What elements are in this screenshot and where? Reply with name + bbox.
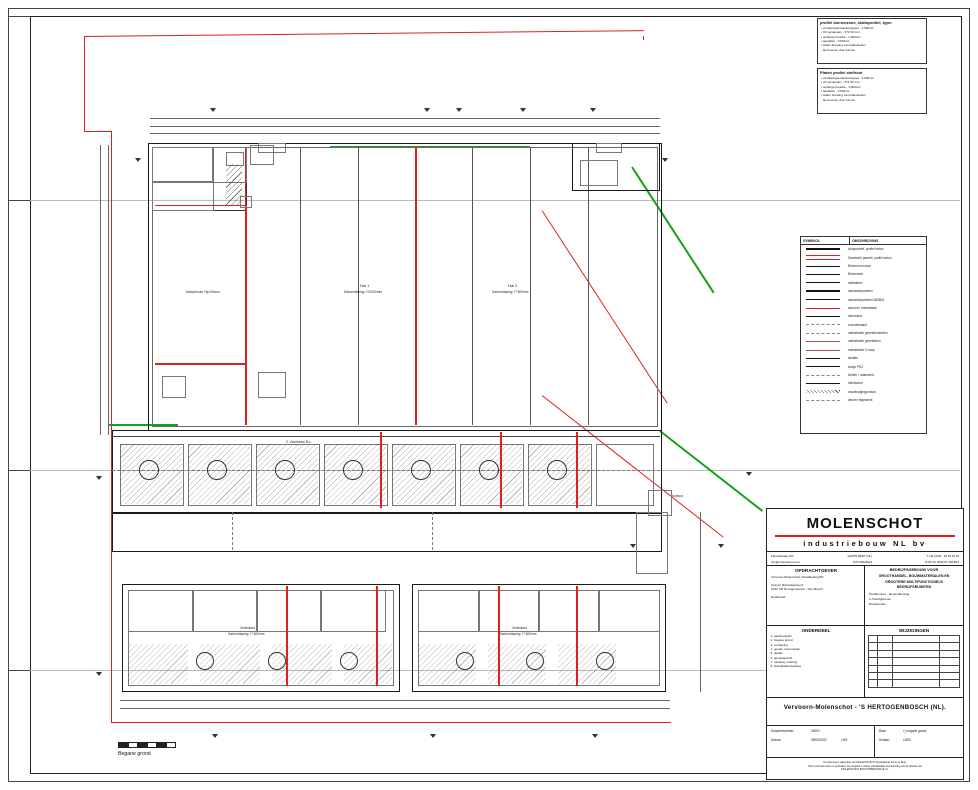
wing-left-red-marker [376, 586, 378, 686]
legend-label: isolatie [848, 356, 858, 361]
notes-line: - las bovenin vloer binnen [821, 47, 856, 52]
legend-row [801, 337, 926, 345]
part-list-item: 8. brandplattenwerking [774, 664, 865, 668]
legend-row [801, 396, 926, 404]
part-list-item: 7. funderig, riolering [774, 660, 865, 664]
meta-label: Datum: [771, 737, 782, 742]
part-list-item: 2. begane grond [774, 638, 865, 642]
legend-label: kozijn PEZ [848, 364, 864, 369]
legend-row [801, 329, 926, 337]
entrance-canopy [258, 143, 286, 153]
dimension-chain-top-1 [150, 118, 660, 119]
revisions-section [864, 625, 964, 699]
wing-left-room [256, 590, 322, 632]
legend-label: metselwerk gevelbeton [848, 339, 881, 344]
dimension-chain-top-2 [150, 126, 660, 127]
contact-city: NAI/PN BEDT (NL) [847, 554, 873, 558]
hall-label-hal2: Hal 2 [508, 283, 518, 288]
frame-tick [8, 470, 30, 471]
legend-swatch [801, 290, 845, 292]
legend-row [801, 287, 926, 295]
label-entree: Kantoor [672, 494, 684, 498]
wing-right-room [598, 590, 660, 632]
part-title: ONDERDEEL [801, 628, 831, 633]
dimension-arrow [430, 734, 436, 738]
dimension-arrow [590, 108, 596, 112]
legend-row [801, 312, 926, 320]
label-kantoor-left-sub: Dakverdieping +7.500mm [228, 632, 265, 636]
wing-left-turntable [268, 652, 286, 670]
legend-row [801, 262, 926, 270]
partition-red-2 [415, 147, 417, 425]
project-line: 1.Hoofdgebouw [869, 596, 891, 601]
notes-line: • verdiepingen/aanbouwgoot - 2.000mm [821, 26, 875, 30]
dimension-chain-top-3 [150, 133, 660, 134]
legend-label: vouwbuigingschans [848, 389, 876, 394]
contact-email: info@molenschot.com [771, 560, 800, 565]
legend-swatch [801, 400, 845, 401]
wing-right-room [418, 590, 480, 632]
hall-label-hal2-sub: Dakverdieping +7.500mm [492, 290, 529, 294]
dimension-arrow [718, 544, 724, 548]
dimension-arrow [746, 472, 752, 476]
project-line: GROOTHANDEL, BOUWMATERIALEN EN [878, 574, 950, 579]
legend-label: lichten / raamwerk [848, 373, 874, 378]
part-list-item: 5. details [774, 651, 865, 655]
plan-detail-box [258, 372, 286, 398]
legend-row [801, 371, 926, 379]
corridor-divider [232, 512, 233, 550]
sheet-title: Vervoorn-Molenschot - 'S HERTOGENBOSCH (NL). [783, 704, 947, 711]
site-boundary-ne [643, 36, 644, 40]
dock-red-marker [380, 432, 382, 508]
frame-tick [8, 16, 30, 17]
dock-module [596, 444, 654, 506]
dimension-arrow [592, 734, 598, 738]
dimension-chain-left-2 [108, 145, 109, 435]
legend-swatch [801, 274, 845, 275]
client-title: OPDRACHTGEVER [794, 568, 838, 573]
sheet-title-section [766, 697, 964, 727]
copyright-line: Het is verboden deze te gebruiken of te kopiëren zonder uitdrukkelijke toestemming van de directie van [807, 764, 923, 768]
legend-row [801, 245, 926, 253]
contact-row-1 [767, 551, 963, 560]
scale-bar [118, 742, 176, 757]
contact-phone: T +31 (0)36 - 18 59 26 20 [926, 554, 959, 558]
legend-row [801, 253, 926, 261]
partition-grid-1 [300, 147, 301, 425]
client-line: Graven Rijnstraatweg 5 [771, 582, 804, 587]
legend-swatch [801, 341, 845, 342]
notes-line: • stalen bouwing van balansteden [821, 43, 866, 48]
meta-value2: 2_begane grond [903, 729, 927, 733]
notes-title: Platen profiel stelfront [820, 70, 863, 75]
part-list-item: 1. aanbouwplan [774, 634, 865, 638]
legend-label: metselwerk V-soep [848, 347, 875, 352]
project-line: GROOTERE MULTIFUNCTIONELE [885, 579, 943, 584]
dimension-arrow [424, 108, 430, 112]
wing-right-room [478, 590, 540, 632]
office-room-1 [152, 147, 214, 183]
legend-header-symbol: SYMBOOL [801, 237, 850, 244]
notes-line: • onderige breedte - 1.000mm [821, 84, 861, 89]
logo-section [766, 508, 964, 566]
copyright-section [766, 757, 964, 780]
dock-turntable [139, 460, 159, 480]
client-line: 5222 CB Hertogenbosch - Den Bosch [771, 587, 823, 592]
legend-label: metselwerk gevelelementen [848, 331, 888, 336]
wing-left-turntable [340, 652, 358, 670]
legend-label: Sandwich paneel, profiel beton [848, 255, 892, 260]
firewall-red-left [245, 205, 247, 365]
legend-panel [800, 236, 927, 434]
part-list-item: 6. gevelaanzicht [774, 656, 865, 660]
legend-swatch [801, 316, 845, 317]
dimension-arrow [210, 108, 216, 112]
notes-line: • stalen bouwing van balansteden [821, 93, 866, 98]
site-boundary-south [111, 722, 671, 723]
dock-turntable [479, 460, 499, 480]
copyright-line: MOLENSCHOT INDUSTRIEBOUW NL bv. [841, 768, 889, 772]
notes-panel-profile-front [817, 68, 927, 114]
revision-row [869, 672, 960, 679]
site-boundary-west-top [84, 36, 85, 132]
meta-label2: Blad: [879, 729, 887, 733]
plan-detail-box [162, 376, 186, 398]
frame-tick [8, 200, 30, 201]
legend-row [801, 295, 926, 303]
office-room-3 [152, 181, 214, 211]
wing-left-room [192, 590, 258, 632]
wing-left-hatch [128, 644, 188, 684]
meta-value: 09/05/2022 [811, 737, 827, 742]
meta-left-section [766, 725, 876, 759]
notes-title: profiel binnenzone, stalinprofiel, type: [820, 20, 893, 25]
project-section [864, 565, 964, 627]
corridor-band [112, 512, 662, 552]
contact-btw: BTW NL 0632.87.384.B01 [925, 560, 959, 565]
project-line: Bouwlocatie [869, 601, 886, 606]
dock-turntable [275, 460, 295, 480]
label-kantoor-right-sub: Dakverdieping +7.500mm [500, 632, 537, 636]
legend-row [801, 362, 926, 370]
wing-left-room [128, 590, 194, 632]
partition-grid-2 [358, 147, 359, 425]
dimension-chain-bottom [120, 700, 670, 701]
part-section [766, 625, 866, 699]
client-line: Vervoorn-Molenschot Ontwikkeling BV [771, 575, 824, 579]
notes-line: • UV opstanden - 571,50 mm [821, 30, 860, 35]
wing-left-turntable [196, 652, 214, 670]
meta-initials: LHG [840, 737, 848, 742]
legend-label: wand en metselwerk [848, 305, 878, 310]
revision-row [869, 680, 960, 687]
side-room-right [580, 160, 618, 186]
dimension-arrow [662, 158, 668, 162]
copyright-line: De tekening is eigendom van MOLENSCHOT Industriebouw NL bv te Best. [823, 761, 907, 764]
legend-swatch [801, 248, 845, 250]
wing-right-red-marker [498, 586, 500, 686]
legend-label: sandwichpanelen WDB01 [848, 297, 885, 302]
legend-row [801, 346, 926, 354]
meta-right-section [874, 725, 964, 759]
firewall-red-bottom [155, 363, 247, 365]
legend-row [801, 304, 926, 312]
legend-swatch [801, 390, 845, 393]
loading-bay-line [112, 436, 660, 437]
hall-label-hal1-sub: Dakverdieping +10.000mm [344, 290, 383, 294]
notes-line: • verdiepingen/aanbouwgoot - 2.000mm [821, 76, 875, 80]
revisions-title: WIJZIGINGEN [898, 628, 930, 633]
meta-value2: 1/200 [903, 737, 911, 742]
meta-value: 24001 [811, 729, 820, 733]
legend-swatch [801, 308, 845, 309]
legend-row [801, 321, 926, 329]
dimension-chain-bottom-2 [120, 708, 670, 709]
contact-kvk: KVK 66628421 [852, 560, 873, 565]
legend-swatch [801, 350, 845, 351]
legend-label: stalbalken [848, 280, 863, 285]
legend-swatch [801, 366, 845, 367]
label-vloerbeton: V. Vloerbeton B.v. [286, 440, 312, 444]
wing-right-red-marker [576, 586, 578, 686]
wing-left-red-marker [286, 586, 288, 686]
legend-label: deurwand [848, 314, 862, 319]
project-line: BEDRIJFSRUIMTEN [896, 584, 932, 589]
legend-row [801, 379, 926, 387]
partition-grid-3 [472, 147, 473, 425]
meta-label2: Schaal: [879, 737, 890, 742]
revision-row [869, 665, 960, 672]
revision-row [869, 636, 960, 643]
legend-label: vuurwerwand [848, 322, 867, 327]
hall-label-dakopbouw: Dakopbouw +5p100mm [186, 290, 220, 294]
frame-tick [8, 670, 30, 671]
partition-grid-4 [530, 147, 531, 425]
notes-panel-profile-top [817, 18, 927, 64]
dimension-arrow [96, 672, 102, 676]
dock-turntable [411, 460, 431, 480]
legend-swatch [801, 383, 845, 384]
part-list-item: 3. verdieping [774, 643, 865, 647]
dimension-arrow [135, 158, 141, 162]
notes-line: • UV opstanden - 571,50 mm [821, 80, 860, 85]
legend-label: Aotopaneel, profiel beton [848, 247, 884, 252]
company-name: MOLENSCHOT [806, 515, 924, 532]
legend-swatch [801, 299, 845, 300]
wing-right-turntable [456, 652, 474, 670]
legend-row [801, 354, 926, 362]
dock-turntable [207, 460, 227, 480]
legend-label: deuren tegelwerk [848, 398, 873, 403]
legend-swatch [801, 358, 845, 359]
wing-right-turntable [596, 652, 614, 670]
logo-accent-rule [775, 535, 955, 537]
notes-line: • onderige breedte - 1.000mm [821, 34, 861, 39]
legend-row [801, 270, 926, 278]
wing-right-room [538, 590, 600, 632]
legend-swatch [801, 375, 845, 376]
legend-swatch [801, 333, 845, 334]
legend-swatch [801, 255, 845, 260]
title-block [766, 508, 964, 778]
client-line: Nederland [771, 594, 786, 599]
site-boundary-west [111, 131, 112, 723]
legend-swatch [801, 266, 845, 267]
dimension-arrow [520, 108, 526, 112]
contact-address: Fabriekstraat 192 [771, 554, 794, 558]
corridor-divider [432, 512, 433, 550]
wing-right-turntable [526, 652, 544, 670]
revision-row [869, 643, 960, 650]
notes-line: • aantallen - 2700mm [821, 89, 850, 94]
company-subtitle: industriebouw NL bv [803, 539, 927, 548]
legend-swatch [801, 282, 845, 283]
project-line: Hoofdentree - Renovdbouwig [869, 592, 910, 597]
side-room-right-2 [596, 143, 622, 153]
legend-header-description: OMSCHRIJVING [852, 238, 879, 243]
legend-label: beletwand [848, 381, 863, 386]
dock-red-marker [576, 432, 578, 508]
meta-label: Dossiernummer: [771, 729, 795, 733]
revision-row [869, 658, 960, 665]
part-list-item: 4. gevels, doorsneden [774, 647, 865, 651]
legend-header [801, 237, 926, 245]
legend-label: sandwichpanelen [848, 289, 873, 294]
legend-row [801, 279, 926, 287]
dock-turntable [343, 460, 363, 480]
notes-line: • aantallen - 2700mm [821, 39, 850, 44]
part-list [767, 634, 865, 669]
notes-line: - las bovenin vloer binnen [821, 97, 856, 102]
legend-rows [801, 245, 926, 404]
client-section [766, 565, 866, 627]
legend-swatch [801, 324, 845, 325]
legend-label: Betonnen kolom [848, 263, 872, 268]
firewall-red-top [155, 205, 247, 206]
site-boundary-jog [84, 131, 112, 132]
dock-turntable [547, 460, 567, 480]
project-title: BEDRIJFSGEBOUW VOOR [889, 568, 939, 572]
revision-row [869, 650, 960, 657]
label-kantoor-right: Onderkant [512, 626, 527, 630]
scale-bar-graphic [118, 742, 176, 748]
legend-row [801, 388, 926, 396]
dock-red-marker [500, 432, 502, 508]
legend-label: Betonwerk [848, 272, 864, 277]
dimension-arrow [456, 108, 462, 112]
hall-label-hal1: Hal 1 [360, 283, 370, 288]
plan-caption: Begane grond [118, 751, 151, 757]
dimension-arrow [212, 734, 218, 738]
plan-detail-box [240, 196, 252, 208]
service-block-right-2 [648, 490, 672, 516]
label-kantoor-left: Onderkant [240, 626, 255, 630]
service-block-right [636, 512, 668, 574]
dimension-chain-left [100, 145, 101, 435]
revisions-table [868, 635, 960, 688]
dimension-chain-right [700, 512, 701, 692]
dimension-arrow [96, 476, 102, 480]
